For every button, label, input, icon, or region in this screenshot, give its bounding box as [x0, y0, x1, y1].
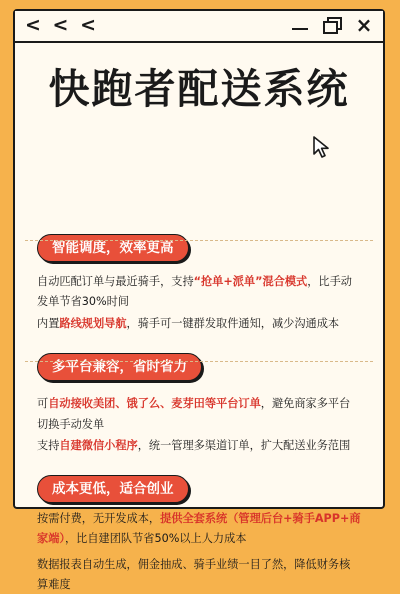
- feature-text-line: [37, 436, 365, 455]
- text-segment: ，避免商家多平台: [260, 397, 351, 410]
- section-badge: 智能调度，效率更高: [37, 234, 189, 262]
- highlight-text: 自建微信小程序: [59, 439, 138, 452]
- text-segment: 切换手动发单: [37, 418, 105, 431]
- text-segment: ，统一管理多渠道订单，扩大配送业务范围: [137, 439, 351, 452]
- feature-text-line: [37, 314, 365, 333]
- text-segment: 内置: [37, 317, 60, 330]
- feature-text-line: [37, 509, 365, 528]
- feature-text-line: [37, 529, 365, 548]
- text-segment: 自动匹配订单与最近骑手，支持: [37, 275, 194, 288]
- feature-text-line: [37, 555, 365, 574]
- chevron-left-icon[interactable]: <: [80, 14, 99, 36]
- back-navigation[interactable]: [25, 14, 99, 36]
- chevron-left-icon[interactable]: <: [25, 14, 43, 36]
- text-segment: 可: [37, 397, 49, 410]
- text-segment: 支持: [37, 439, 60, 452]
- text-segment: 发单节省30%时间: [37, 295, 129, 308]
- feature-text-line: [37, 292, 365, 311]
- feature-text-line: [37, 272, 365, 291]
- section-badge: 成本更低，适合创业: [37, 475, 189, 503]
- feature-text-line: [37, 394, 365, 413]
- section-divider: [25, 240, 373, 241]
- text-segment: ，比手动: [307, 275, 352, 288]
- close-icon[interactable]: ×: [355, 13, 373, 37]
- mouse-pointer-icon: [312, 135, 334, 159]
- feature-text-line: [37, 415, 365, 434]
- highlight-text: 路线规划导航: [59, 317, 127, 330]
- highlight-text: 家端）: [37, 532, 65, 545]
- section-divider: [25, 361, 373, 362]
- text-segment: ，比自建团队节省50%以上人力成本: [64, 532, 247, 545]
- chevron-left-icon[interactable]: <: [52, 14, 71, 36]
- maximize-icon[interactable]: [323, 16, 341, 34]
- highlight-text: 自动接收美团、饿了么、麦芽田等平台订单: [48, 397, 261, 410]
- feature-text-line: [37, 575, 365, 594]
- text-segment: ，骑手可一键群发取件通知，减少沟通成本: [126, 317, 340, 330]
- page-title: 快跑者配送系统: [48, 65, 350, 113]
- text-segment: 算难度: [37, 578, 71, 591]
- highlight-text: 提供全套系统（管理后台+骑手APP+商: [160, 512, 361, 525]
- minimize-icon[interactable]: [291, 16, 309, 34]
- text-segment: 按需付费，无开发成本，: [37, 512, 161, 525]
- highlight-text: “抢单+派单”混合模式: [193, 275, 308, 288]
- app-window: [13, 9, 385, 591]
- window-controls: [291, 13, 373, 37]
- text-segment: 数据报表自动生成，佣金抽成、骑手业绩一目了然，降低财务核: [37, 558, 351, 571]
- title-bar: [15, 11, 383, 43]
- section-badge: 多平台兼容，省时省力: [37, 353, 202, 381]
